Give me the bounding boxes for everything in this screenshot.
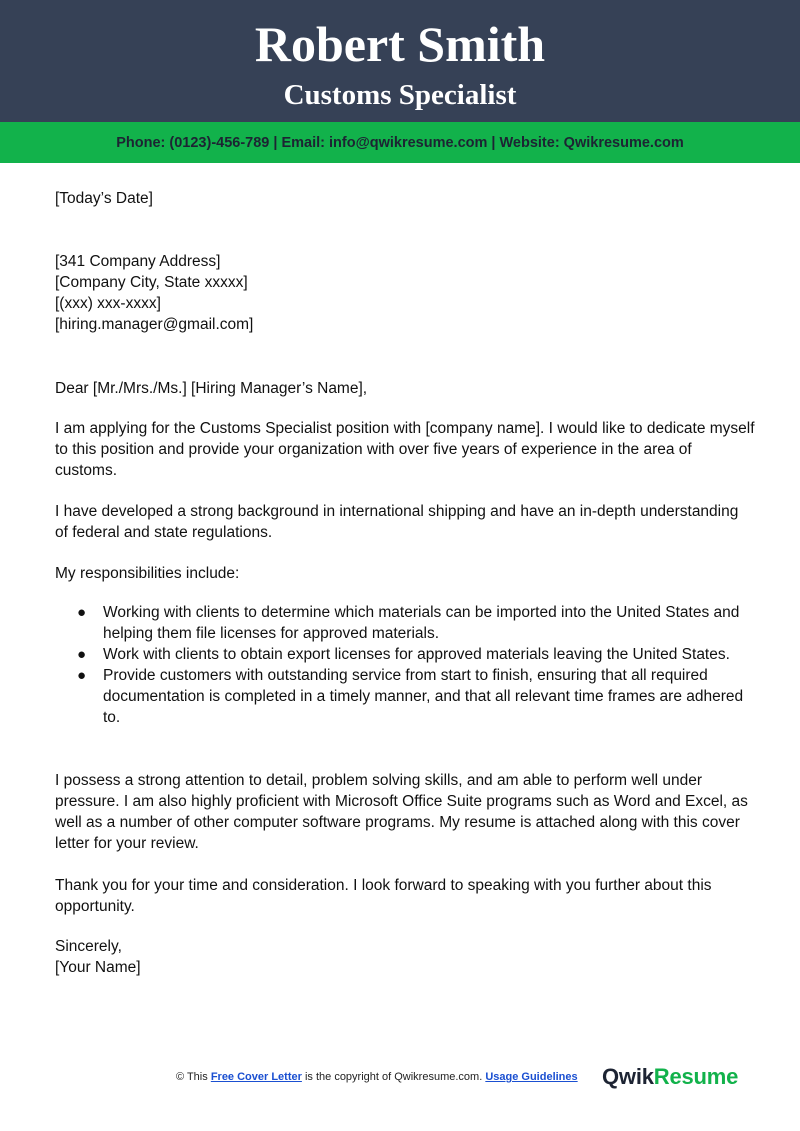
list-item (55, 602, 755, 644)
address-line: [341 Company Address] (55, 253, 221, 270)
signoff-text: Sincerely, (55, 938, 122, 955)
paragraph-text: Thank you for your time and consideration. I look forward to speaking with you further about this opportunity. (55, 877, 712, 915)
signature-block (55, 936, 755, 978)
address-line: [hiring.manager@gmail.com] (55, 316, 254, 333)
list-item-text: Working with clients to determine which materials can be imported into the United States and helping them file licenses for approved materials. (103, 604, 740, 642)
paragraph-text: I am applying for the Customs Specialist position with [company name]. I would like to dedicate myself to this position and provide your organization with over five years of experience in the area of customs. (55, 420, 755, 479)
job-title: Customs Specialist (283, 79, 517, 111)
footer-middle: is the copyright of Qwikresume.com. (304, 1071, 483, 1083)
list-item (55, 665, 755, 728)
list-item (55, 644, 755, 665)
responsibilities-list (55, 602, 755, 728)
contact-bar (0, 122, 800, 163)
header-banner (0, 0, 800, 122)
paragraph-text: I have developed a strong background in international shipping and have an in-depth understanding of federal and state regulations. (55, 503, 739, 541)
paragraph-skills (55, 770, 755, 854)
list-item-text: Work with clients to obtain export licenses for approved materials leaving the United States. (103, 646, 730, 663)
salutation (55, 378, 755, 399)
copyright-footer (176, 1071, 578, 1083)
bullet-icon: ● (77, 667, 87, 684)
paragraph-text: I possess a strong attention to detail, problem solving skills, and am able to perform well under pressure. I am also highly proficient with Microsoft Office Suite programs such as Word and Excel, as well as a number of other computer software programs. My resume is attached along with this cover letter for your review. (55, 772, 748, 852)
company-address-block (55, 251, 755, 335)
applicant-name: Robert Smith (254, 16, 546, 72)
paragraph-intro (55, 418, 755, 481)
footer-prefix: © This (176, 1071, 208, 1083)
paragraph-background (55, 501, 755, 543)
contact-line: Phone: (0123)-456-789 | Email: info@qwikresume.com | Website: Qwikresume.com (116, 134, 684, 151)
free-cover-letter-link[interactable]: Free Cover Letter (210, 1071, 302, 1083)
logo-part-resume: Resume (653, 1064, 739, 1089)
list-item-text: Provide customers with outstanding service from start to finish, ensuring that all required documentation is completed in a timely manner, and that all relevant time frames are adhered to. (103, 667, 744, 726)
logo-part-qwik: Qwik (602, 1064, 654, 1089)
address-line: [Company City, State xxxxx] (55, 274, 248, 291)
paragraph-text: My responsibilities include: (55, 565, 240, 582)
signature-name: [Your Name] (55, 959, 141, 976)
letter-date (55, 188, 755, 209)
date-text: [Today’s Date] (55, 190, 153, 207)
paragraph-responsibilities-intro (55, 563, 755, 584)
salutation-text: Dear [Mr./Mrs./Ms.] [Hiring Manager’s Name], (55, 380, 368, 397)
address-line: [(xxx) xxx-xxxx] (55, 295, 161, 312)
qwikresume-logo (602, 1064, 738, 1090)
usage-guidelines-link[interactable]: Usage Guidelines (485, 1071, 578, 1083)
bullet-icon: ● (77, 646, 87, 663)
paragraph-thanks (55, 875, 755, 917)
bullet-icon: ● (77, 604, 87, 621)
